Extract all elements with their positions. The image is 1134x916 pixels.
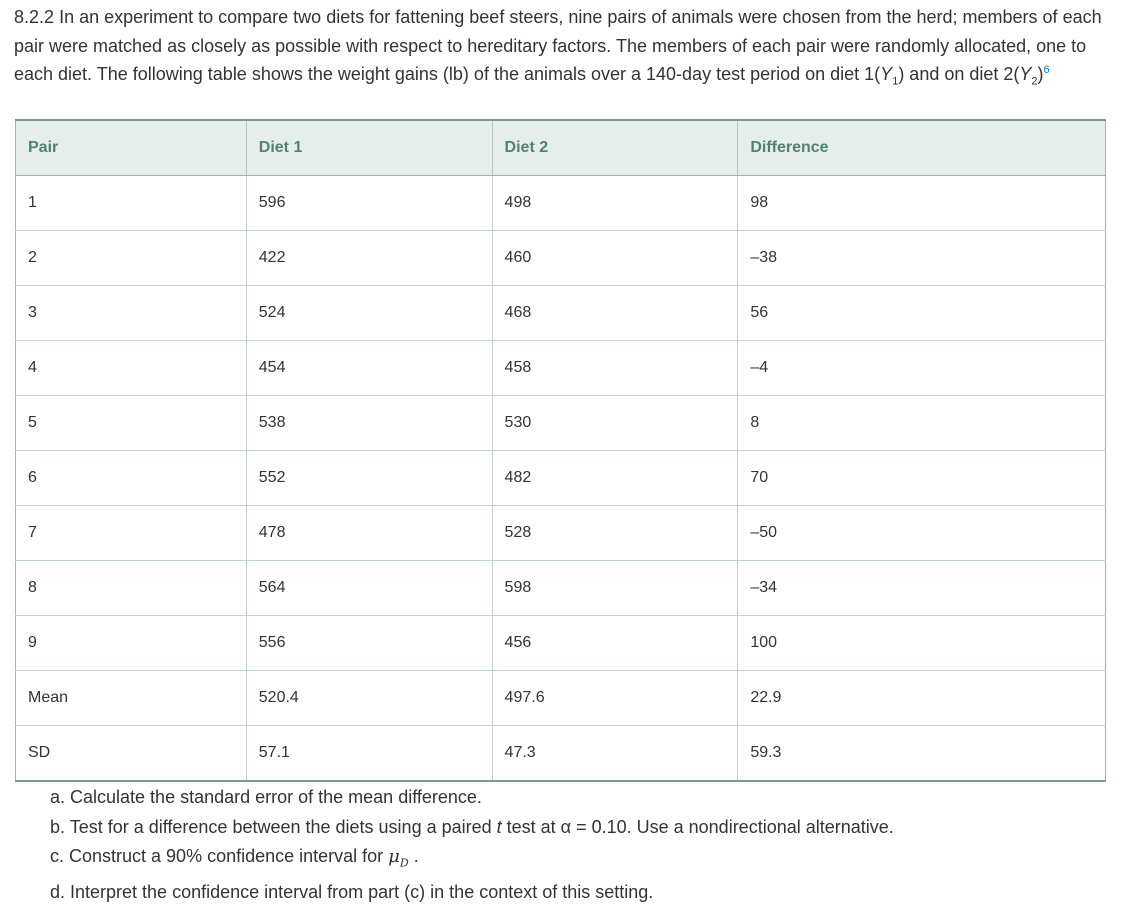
diet2-cell: 456	[492, 616, 738, 671]
diet1-cell: 454	[246, 341, 492, 396]
pair-cell: 1	[16, 176, 247, 231]
table-row	[16, 561, 1106, 616]
pair-cell: 2	[16, 231, 247, 286]
pair-cell: 9	[16, 616, 247, 671]
diet1-cell: 422	[246, 231, 492, 286]
diet2-cell: 460	[492, 231, 738, 286]
difference-cell: –50	[738, 506, 1106, 561]
pair-cell: 5	[16, 396, 247, 451]
header-diet-1: Diet 1	[246, 120, 492, 176]
diet2-cell: 482	[492, 451, 738, 506]
footnote-link[interactable]: 6	[1043, 64, 1050, 76]
question-d: d. Interpret the confidence interval from part (c) in the context of this setting.	[50, 882, 654, 903]
mu-subscript: D	[399, 856, 409, 870]
sd-label-cell: SD	[16, 726, 247, 782]
problem-end-text: )	[1037, 64, 1044, 84]
difference-mean-cell: 22.9	[738, 671, 1106, 726]
mu-d-symbol	[388, 846, 409, 870]
table-row	[16, 341, 1106, 396]
question-c-rest: .	[408, 846, 419, 866]
question-b-rest: test at α = 0.10. Use a nondirectional alternative.	[501, 816, 894, 837]
diet1-cell: 596	[246, 176, 492, 231]
diet2-cell: 498	[492, 176, 738, 231]
table-row-sd	[16, 726, 1106, 782]
pair-cell: 7	[16, 506, 247, 561]
problem-number: 8.2.2	[14, 7, 55, 27]
question-b	[50, 813, 894, 843]
t-symbol: t	[496, 816, 502, 837]
header-difference: Difference	[738, 120, 1106, 176]
diet2-cell: 458	[492, 341, 738, 396]
table-row	[16, 396, 1106, 451]
table-row	[16, 176, 1106, 231]
diet2-cell: 528	[492, 506, 738, 561]
y2-subscript: 2	[1031, 75, 1038, 88]
diet1-sd-cell: 57.1	[246, 726, 492, 782]
question-b-text: b. Test for a difference between the diets using a paired	[50, 816, 497, 837]
mu-symbol: μ	[388, 846, 400, 867]
table-row	[16, 451, 1106, 506]
difference-cell: 70	[738, 451, 1106, 506]
y1-subscript: 1	[892, 75, 899, 88]
difference-cell: 56	[738, 286, 1106, 341]
question-c-text: c. Construct a 90% confidence interval for	[50, 846, 389, 866]
difference-cell: 100	[738, 616, 1106, 671]
difference-cell: –38	[738, 231, 1106, 286]
mean-label-cell: Mean	[16, 671, 247, 726]
diet2-cell: 468	[492, 286, 738, 341]
weight-gain-table	[15, 119, 1106, 782]
diet1-mean-cell: 520.4	[246, 671, 492, 726]
diet1-cell: 556	[246, 616, 492, 671]
diet2-cell: 530	[492, 396, 738, 451]
diet2-cell: 598	[492, 561, 738, 616]
diet2-sd-cell: 47.3	[492, 726, 738, 782]
table-header-row	[16, 120, 1106, 176]
problem-statement	[14, 3, 1124, 89]
table-row	[16, 231, 1106, 286]
header-diet-2: Diet 2	[492, 120, 738, 176]
diet1-cell: 564	[246, 561, 492, 616]
table-row	[16, 286, 1106, 341]
difference-sd-cell: 59.3	[738, 726, 1106, 782]
question-a: a. Calculate the standard error of the mean difference.	[50, 787, 482, 807]
table-row	[16, 506, 1106, 561]
problem-mid-text: ) and on diet 2(	[898, 64, 1020, 84]
difference-cell: –4	[738, 341, 1106, 396]
diet1-cell: 538	[246, 396, 492, 451]
pair-cell: 6	[16, 451, 247, 506]
pair-cell: 3	[16, 286, 247, 341]
difference-cell: 98	[738, 176, 1106, 231]
diet1-cell: 524	[246, 286, 492, 341]
pair-cell: 8	[16, 561, 247, 616]
diet2-mean-cell: 497.6	[492, 671, 738, 726]
table-row	[16, 616, 1106, 671]
question-c	[50, 842, 894, 878]
header-pair: Pair	[16, 120, 247, 176]
problem-text: In an experiment to compare two diets for fattening beef steers, nine pairs of animals were chosen from the herd; members of each pair were matched as closely as possible with respect to hereditary factors. The members of each pair were randomly allocated, one to each diet. The following table shows the weight gains (lb) of the animals over a 140-day test period on diet 1(	[14, 7, 1102, 84]
table-row-mean	[16, 671, 1106, 726]
question-list	[50, 783, 894, 908]
y1-variable: Y	[880, 64, 893, 84]
difference-cell: 8	[738, 396, 1106, 451]
difference-cell: –34	[738, 561, 1106, 616]
y2-variable: Y	[1019, 64, 1032, 84]
diet1-cell: 552	[246, 451, 492, 506]
diet1-cell: 478	[246, 506, 492, 561]
pair-cell: 4	[16, 341, 247, 396]
